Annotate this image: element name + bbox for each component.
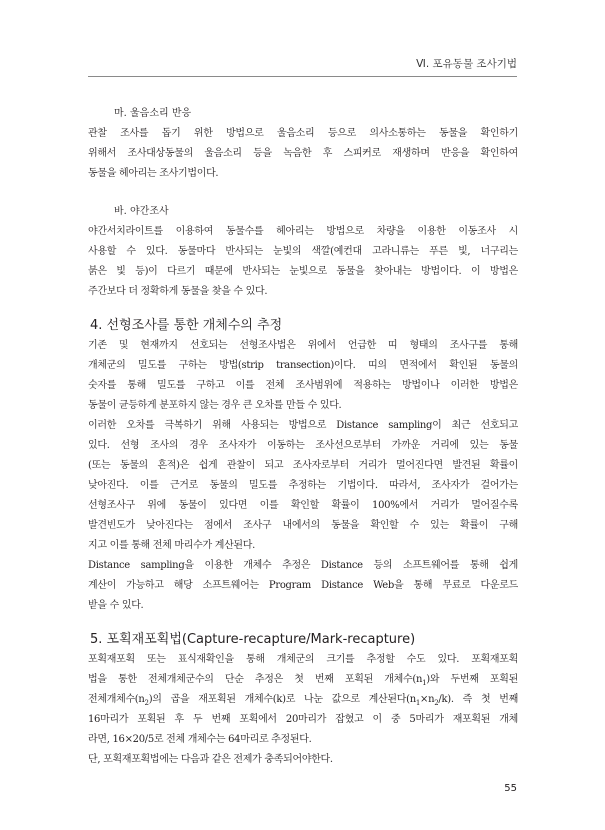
text-run: )와 두번째 포획된: [426, 674, 518, 685]
text-line: 있다. 선형 조사의 경우 조사자가 이동하는 조사선으로부터 가까운 거리에 있는 동물: [88, 440, 518, 451]
subsection-heading-ba: 바. 야간조사: [114, 206, 169, 217]
text-run: )의 곱을 재포획된 개체수(k)로 나눈 값으로 계산된다(n: [148, 694, 416, 705]
text-line: 개체군의 밀도를 구하는 방법(strip transection)이다. 띠의 면적에서 확인된 동물의: [88, 360, 518, 371]
chapter-title: Ⅵ. 포유동물 조사기법: [416, 58, 517, 70]
text-line: 동물이 균등하게 분포하지 않는 경우 큰 오차를 만들 수 있다.: [88, 400, 342, 411]
text-line: 관찰 조사를 돕기 위한 방법으로 울음소리 등으로 의사소통하는 동물을 확인하기: [88, 128, 518, 139]
text-run: /k). 즉 첫 번째: [438, 694, 518, 705]
text-line: 사용할 수 있다. 동물마다 반사되는 눈빛의 색깔(예컨대 고라니류는 푸른 빛, 너구리는: [88, 246, 518, 257]
paragraph-5: [88, 650, 518, 770]
text-line: 동물을 헤아리는 조사기법이다.: [88, 168, 219, 179]
text-line: [88, 690, 518, 710]
text-line: 단, 포획재포획법에는 다음과 같은 전제가 충족되어야한다.: [88, 754, 333, 765]
text-line: 16마리가 포획된 후 두 번째 포획에서 20마리가 잡혔고 이 중 5마리가 재포획된 개체: [88, 714, 518, 725]
text-line: 기존 및 현재까지 선호되는 선형조사법은 위에서 언급한 띠 형태의 조사구를 통해: [88, 340, 518, 351]
text-line: 주간보다 더 정확하게 동물을 찾을 수 있다.: [88, 286, 268, 297]
text-line: (또는 동물의 흔적)은 쉽게 관찰이 되고 조사자로부터 거리가 멀어진다면 발견된 확률이: [88, 460, 518, 471]
running-header: [88, 52, 517, 77]
section-heading-4: 4. 선형조사를 통한 개체수의 추정: [90, 318, 283, 333]
section-heading-5: 5. 포획재포획법(Capture-recapture/Mark-recapture): [90, 632, 416, 647]
text-line: [88, 670, 518, 690]
text-line: 라면, 16×20/5로 전체 개체수는 64마리로 추정된다.: [88, 734, 312, 745]
subscript: 1: [415, 699, 421, 707]
subscript: 2: [144, 699, 149, 707]
text-line: 붉은 빛 등)이 다르기 때문에 반사되는 눈빛으로 동물을 찾아내는 방법이다. 이 방법은: [88, 266, 518, 277]
text-line: 위해서 조사대상동물의 울음소리 등을 녹음한 후 스피커로 재생하며 반응을 확인하여: [88, 148, 518, 159]
text-line: 야간서치라이트를 이용하여 동물수를 헤아리는 방법으로 차량을 이용한 이동조사 시: [88, 226, 518, 237]
text-line: 포획재포획 또는 표식재확인을 통해 개체군의 크기를 추정할 수도 있다. 포획재포획: [88, 654, 518, 665]
text-line: 숫자를 통해 밀도를 구하고 이를 전체 조사범위에 적용하는 방법이나 이러한 방법은: [88, 380, 518, 391]
text-line: 받을 수 있다.: [88, 600, 144, 611]
text-line: 계산이 가능하고 해당 소프트웨어는 Program Distance Web을 통해 무료로 다운로드: [88, 580, 518, 591]
paragraph-ba: [88, 222, 518, 302]
text-line: 지고 이를 통해 전체 마리수가 계산된다.: [88, 540, 256, 551]
subscript: 1: [422, 679, 427, 687]
text-line: 발견빈도가 낮아진다는 점에서 조사구 내에서의 동물을 확인할 수 있는 확률이 구해: [88, 520, 518, 531]
text-line: Distance sampling을 이용한 개체수 추정은 Distance 등의 소프트웨어를 통해 쉽게: [88, 560, 518, 571]
subscript: 2: [434, 699, 439, 707]
text-run: 법을 통한 전체개체군수의 단순 추정은 첫 번째 포획된 개체수(n: [88, 674, 423, 685]
page-body: [88, 104, 518, 770]
subsection-heading-ma: 마. 울음소리 반응: [114, 108, 192, 119]
paragraph-4: [88, 336, 518, 616]
text-run: ×n: [420, 694, 435, 705]
text-line: 이러한 오차를 극복하기 위해 사용되는 방법으로 Distance sampling이 최근 선호되고: [88, 420, 518, 431]
paragraph-ma: [88, 124, 518, 184]
page-number: 55: [504, 783, 517, 794]
text-run: 전체개체수(n: [88, 694, 145, 705]
text-line: 선형조사구 위에 동물이 있다면 이를 확인할 확률이 100%에서 거리가 멀어질수록: [88, 500, 518, 511]
text-line: 낮아진다. 이를 근거로 동물의 밀도를 추정하는 기법이다. 따라서, 조사자가 걸어가는: [88, 480, 518, 491]
